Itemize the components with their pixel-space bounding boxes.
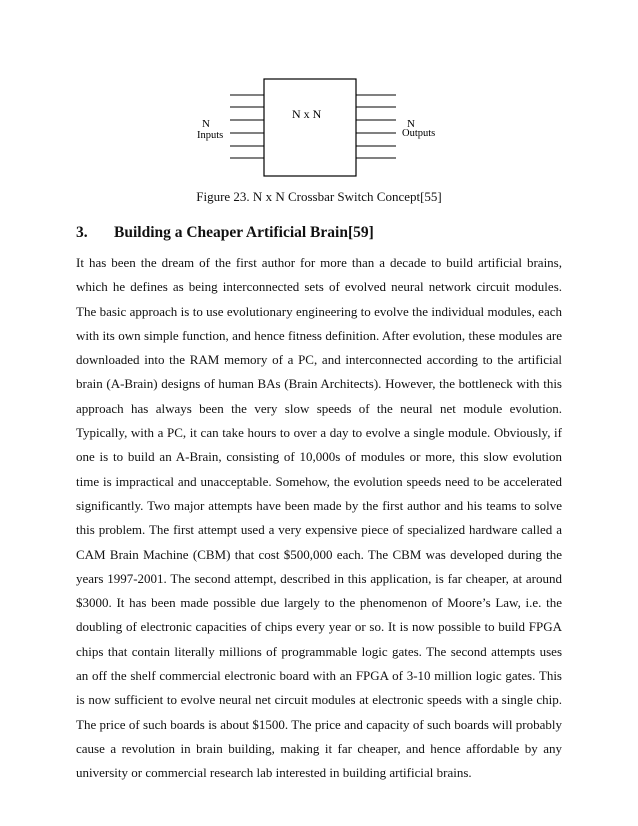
section-paragraph: It has been the dream of the first author for more than a decade to build artificial brains, which he defines as being interconnected sets of evolved neural network circuit modules. The basic approach is to use evolutionary engineering to evolve the individual modules, each with its own simple function, and hence fitness definition. After evolution, these modules are downloaded into the RAM memory of a PC, and interconnected according to the artificial brain (A-Brain) designs of human BAs (Brain Architects). However, the bottleneck with this approach has always been the very slow speeds of the neural net module evolution. Typically, with a PC, it can take hours to over a day to evolve a single module. Obviously, if one is to build an A-Brain, consisting of 10,000s of modules or more, this slow evolution time is impractical and unacceptable. Somehow, the evolution speeds need to be accelerated significantly. Two major attempts have been made by the first author and his teams to solve this problem. The first attempt used a very expensive piece of specialized hardware called a CAM Brain Machine (CBM) that cost $500,000 each. The CBM was developed during the years 1997-2001. The second attempt, described in this application, is far cheaper, at around $3000. It has been made possible due largely to the phenomenon of Moore’s Law, i.e. the doubling of electronic capacities of chips every year or so. It is now possible to build FPGA chips that contain literally millions of programmable logic gates. The second attempts uses an off the shelf commercial electronic board with an FPGA of 3-10 million logic gates. This is now sufficient to evolve neural net circuit modules at electronic speeds with a single chip. The price of such boards is about $1500. The price and capacity of such boards will probably cause a revolution in brain building, making it far cheaper, and hence affordable by any university or commercial research lab interested in building artificial brains. [76, 255, 562, 781]
section-heading [76, 224, 374, 242]
input-lines [230, 95, 264, 158]
outputs-n-label: N [407, 118, 415, 130]
crossbar-diagram-svg [190, 74, 450, 184]
inputs-label: Inputs [197, 130, 224, 141]
figure-caption: Figure 23. N x N Crossbar Switch Concept[55] [196, 189, 442, 204]
output-lines [356, 95, 396, 158]
section-title: Building a Cheaper Artificial Brain[59] [114, 224, 374, 241]
section-number: 3. [76, 224, 88, 241]
crossbar-box [264, 79, 356, 176]
outputs-label: Outputs [402, 128, 436, 139]
box-label: N x N [292, 107, 322, 121]
crossbar-switch-diagram [190, 74, 450, 184]
inputs-n-label: N [202, 118, 210, 130]
